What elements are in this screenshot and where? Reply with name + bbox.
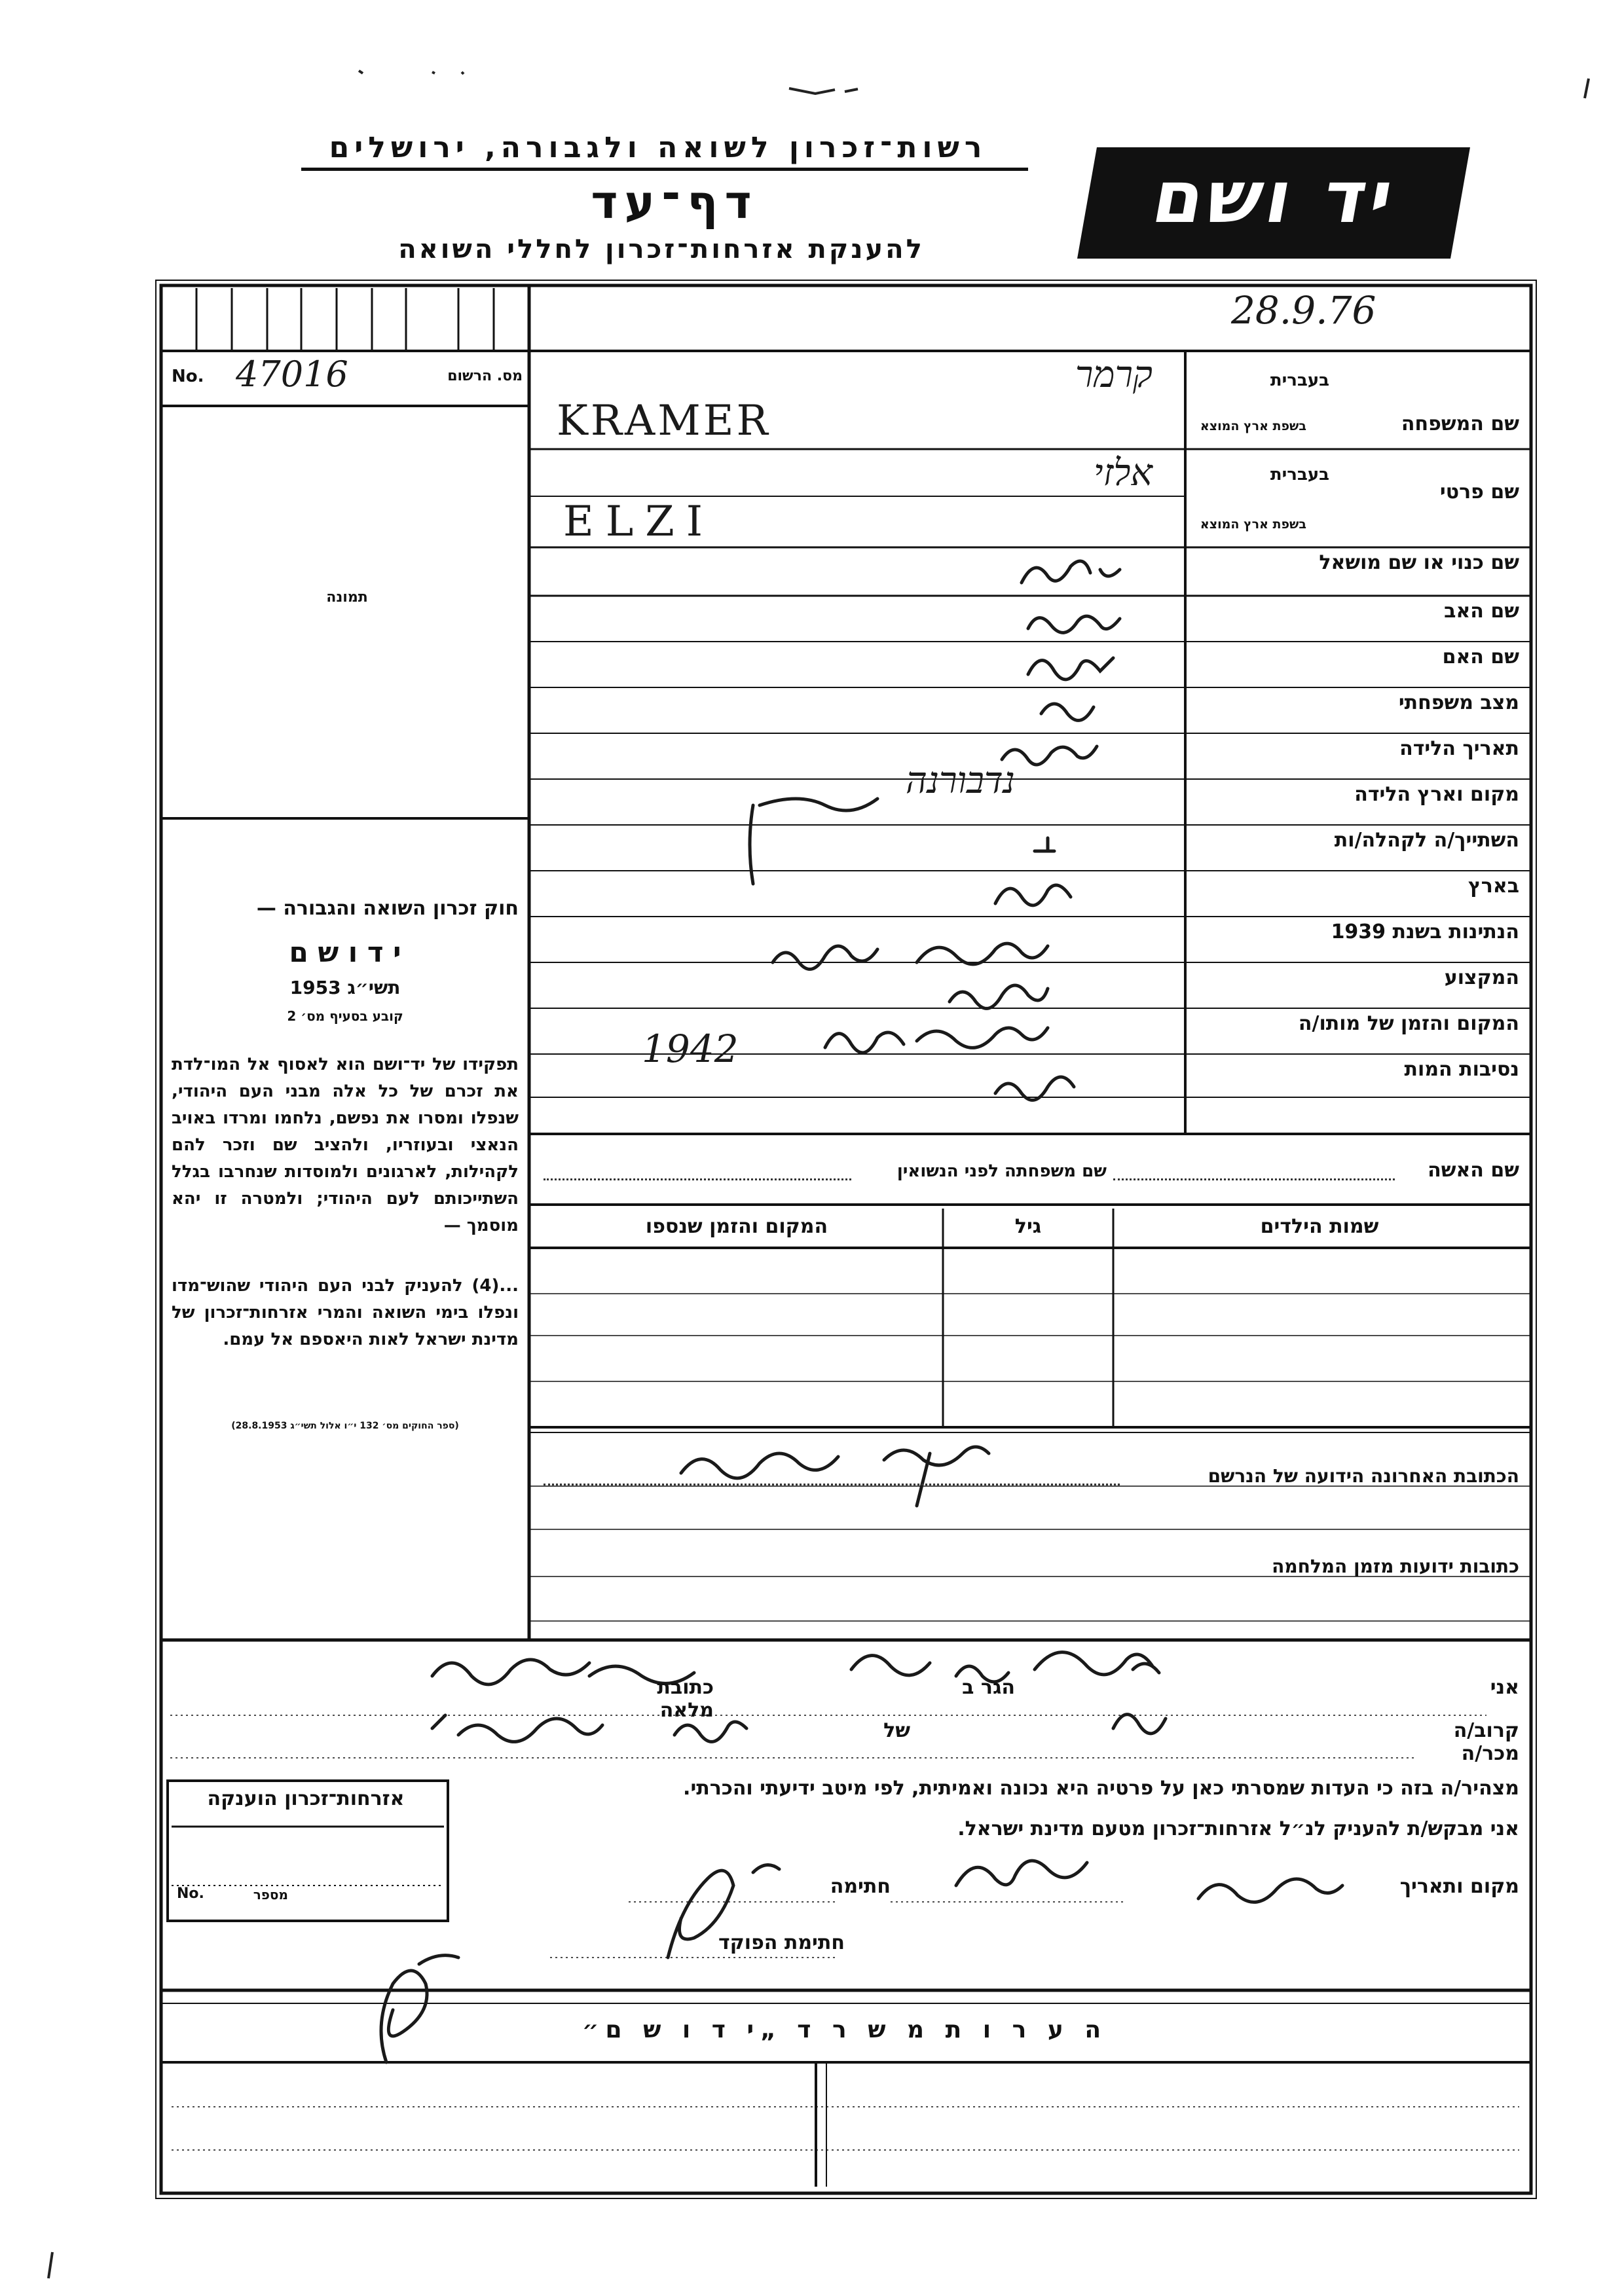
reg-no-value: 47016 [236, 354, 348, 395]
ink-citizenship [773, 943, 1048, 969]
label-family-name: שם המשפחה [1401, 412, 1519, 435]
label-death-circumstances: נסיבות המות [1404, 1058, 1519, 1081]
ink-place-date [956, 1861, 1342, 1902]
label-father: שם האב [1444, 600, 1519, 623]
label-citizenship-1939: הנתינות בשנת 1939 [1331, 920, 1519, 943]
ink-mother [1028, 658, 1113, 680]
logo-text: יד ושם [1146, 155, 1403, 239]
label-officer-signature: חתימת הפוקד [718, 1931, 845, 1954]
value-first-hebrew: אלזי [1093, 452, 1153, 494]
label-profession: המקצוע [1444, 966, 1519, 989]
label-i: אני [1490, 1676, 1519, 1699]
label-wife: שם האשה [1428, 1159, 1519, 1182]
citizenship-box-title: אזרחות־זכרון הוענקה [207, 1787, 405, 1810]
law-body: תפקידו של יד־ושם הוא לאסוף אל המו־לדת את זכרם של כל אלה מבני העם היהודי, שנפלו ומסרו את נפשם, נלחמו ומרדו באויב הנאצי ובעוזריו, ולהציב שם וזכר להם לקהילות, לארגונים ולמוסדות שנחרבו בגלל השתייכותם לעם היהודי; ולמטרה זו יהא מוסמך — [172, 1055, 519, 1235]
ink-death-place [825, 1028, 1048, 1053]
law-title: חוק זכרון השואה והגבורה — [256, 897, 519, 920]
label-war-addresses: כתובות ידועות מזמן המלחמה [1272, 1556, 1519, 1577]
label-nickname: שם כנוי או שם מושאל [1319, 551, 1519, 574]
law-clause: קובע בסעיף מס׳ 2 [287, 1008, 403, 1024]
label-death-place-time: המקום והזמן של מותו/ה [1298, 1012, 1519, 1035]
value-death-year: 1942 [642, 1027, 739, 1071]
law-name: י ד ו ש ם [289, 936, 401, 968]
label-of: של [883, 1719, 910, 1742]
form-subtitle: להענקת אזרחות־זכרון לחללי השואה [398, 234, 925, 264]
label-family-hebrew: בעברית [1270, 371, 1329, 390]
value-birth-place: נדבורנה [906, 759, 1015, 802]
ink-relative [432, 1715, 1166, 1742]
last-address-dotline [544, 1484, 1120, 1485]
ink-father [1028, 616, 1120, 632]
label-relative: קרוב/ה מכר/ה [1453, 1719, 1519, 1765]
col-place-death: המקום והזמן שנספו [645, 1215, 828, 1238]
label-last-address: הכתובת האחרונה הידועה של הנרשם [1208, 1465, 1519, 1487]
value-family-origin: KRAMER [557, 397, 771, 445]
label-full-address: כתובת מלאה [657, 1676, 714, 1722]
label-maiden-name: שם משפחתה לפני הנשואין [896, 1161, 1107, 1181]
label-birth-date: תאריך הלידה [1399, 737, 1519, 760]
photo-label: תמונה [326, 589, 368, 606]
ink-nickname [1022, 561, 1120, 583]
law-clause-4: ...(4) להעניק לבני העם היהודי שהוש־מדו ונפלו בימי השואה והמרי אזרחות־זכרון של מדינת ישראל לאות היאספם אל עמם. [172, 1276, 519, 1349]
ink-last-address [681, 1447, 989, 1506]
ink-officer-signature [381, 1956, 458, 2062]
ink-marital [1041, 704, 1094, 720]
label-country: בארץ [1467, 875, 1519, 898]
label-place-date: מקום ותאריך [1399, 1875, 1519, 1898]
value-first-origin: ELZI [563, 498, 714, 546]
maiden-dotline [544, 1178, 851, 1180]
label-birth-place: מקום וארץ הלידה [1354, 783, 1519, 806]
ink-community [1035, 838, 1054, 851]
reg-no-prefix: No. [172, 367, 204, 386]
declaration-text: מצהיר/ה בזה כי העדות שמסרתי כאן על פרטיה היא נכונה ואמיתית, לפי מיטב ידיעתי והכרתי. [683, 1777, 1519, 1800]
citizenship-number-prefix: No. [177, 1886, 204, 1902]
ink-birth-place-tail [750, 799, 877, 884]
col-age: גיל [1014, 1215, 1042, 1238]
authority-title: רשות־זכרון לשואה ולגבורה, ירושלים [329, 131, 987, 164]
ink-profession [950, 985, 1048, 1008]
wife-dotline [1113, 1178, 1395, 1180]
label-first-name: שם פרטי [1439, 481, 1519, 503]
label-first-hebrew: בעברית [1270, 465, 1329, 484]
law-gazette: (ספר החוקים מס׳ 132 י״ו אלול תשי״ג 28.8.1953) [231, 1421, 459, 1431]
reg-no-label: מס. הרשום [447, 368, 523, 384]
ink-death-circumstances [995, 1077, 1074, 1100]
law-year: תשי״ג 1953 [289, 977, 401, 998]
value-family-hebrew: קרמר [1075, 354, 1153, 396]
label-mother: שם האם [1442, 646, 1519, 668]
col-children-names: שמות הילדים [1260, 1215, 1379, 1238]
label-first-origin: בשפת ארץ המוצא [1200, 517, 1306, 532]
date-handwritten: 28.9.76 [1231, 288, 1376, 333]
request-text: אני מבקש/ת להעניק לנ״ל אזרחות־זכרון מטעם מדינת ישראל. [957, 1817, 1519, 1840]
form-title: דף־עד [591, 175, 758, 229]
ink-declarant [432, 1652, 1159, 1685]
ink-birth-date [1002, 746, 1097, 765]
label-marital: מצב משפחתי [1398, 691, 1519, 714]
ink-country [995, 885, 1071, 905]
label-family-origin: בשפת ארץ המוצא [1200, 419, 1306, 433]
label-signature: חתימה [830, 1875, 891, 1898]
notes-title: ה ע ר ו ת מ ש ר ד „י ד ו ש ם״ [581, 2016, 1108, 2043]
label-community: השתייך/ה לקהלה/ות [1334, 829, 1519, 852]
citizenship-number-label: מספר [253, 1887, 288, 1903]
label-resides: הגר ב [962, 1676, 1015, 1699]
